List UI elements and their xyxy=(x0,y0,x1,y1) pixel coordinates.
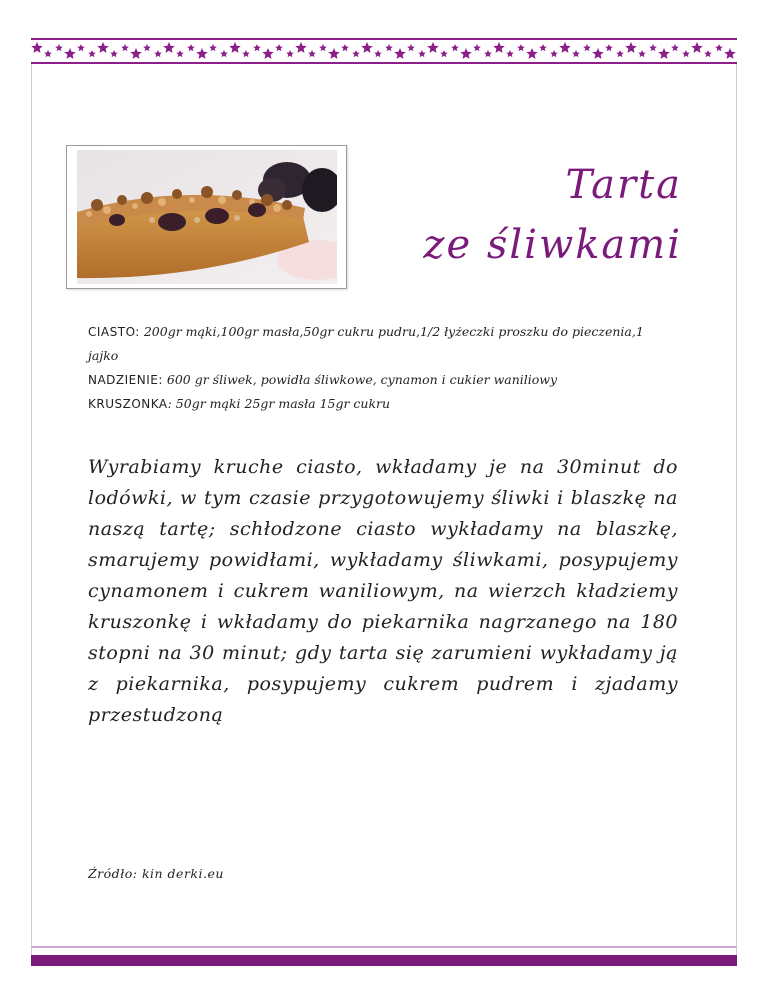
star-icon xyxy=(616,50,624,57)
tart-image xyxy=(77,150,337,284)
star-icon xyxy=(341,44,349,51)
ingredient-nadzienie xyxy=(88,368,663,392)
star-icon xyxy=(176,50,184,57)
star-icon xyxy=(592,48,603,59)
star-icon xyxy=(220,50,228,57)
star-icon xyxy=(328,48,339,59)
star-icon xyxy=(31,42,42,53)
recipe-title-line-1: Tarta xyxy=(565,162,682,208)
star-icon xyxy=(308,50,316,57)
bottom-border-bar xyxy=(31,955,737,966)
star-icon xyxy=(253,44,261,51)
star-icon xyxy=(407,44,415,51)
ingredient-text-ciasto: 200gr mąki,100gr masła,50gr cukru pudru,1/2 łyżeczki proszku do pieczenia,1 jajko xyxy=(88,324,644,363)
star-icon xyxy=(374,50,382,57)
ingredient-label-nadzienie: NADZIENIE: xyxy=(88,373,163,387)
star-icon xyxy=(715,44,723,51)
star-icon xyxy=(418,50,426,57)
star-icon xyxy=(130,48,141,59)
star-icon xyxy=(724,48,735,59)
star-icon xyxy=(394,48,405,59)
star-icon xyxy=(440,50,448,57)
star-icon xyxy=(671,44,679,51)
star-icon xyxy=(262,48,273,59)
star-icon xyxy=(605,44,613,51)
star-icon xyxy=(154,50,162,57)
ingredients-section xyxy=(88,320,663,416)
star-icon xyxy=(682,50,690,57)
star-icon xyxy=(187,44,195,51)
star-icon xyxy=(625,42,636,53)
star-icon xyxy=(275,44,283,51)
star-icon xyxy=(44,50,52,57)
star-icon xyxy=(97,42,108,53)
star-icon xyxy=(143,44,151,51)
instructions-paragraph: Wyrabiamy kruche ciasto, wkładamy je na 30minut do lodówki, w tym czasie przygotowujemy śliwki i blaszkę na naszą tartę; schłodzone ciasto wykładamy na blaszkę, smarujemy powidłami, wykładamy śliwkami, posypujemy cynamonem i cukrem waniliowym, na wierzch kładziemy kruszonkę i wkładamy do piekarnika nagrzanego na 180 stopni na 30 minut; gdy tarta się zarumieni wykładamy ją z piekarnika, posypujemy cukrem pudrem i zjadamy przestudzoną xyxy=(88,456,678,726)
ingredient-text-nadzienie: 600 gr śliwek, powidła śliwkowe, cynamon i cukier waniliowy xyxy=(162,372,558,387)
star-icon xyxy=(649,44,657,51)
bottom-divider-line xyxy=(31,946,737,948)
star-icon xyxy=(196,48,207,59)
star-icon xyxy=(658,48,669,59)
ingredient-ciasto xyxy=(88,320,663,368)
star-icon xyxy=(517,44,525,51)
star-icon xyxy=(361,42,372,53)
ingredient-label-kruszonka: KRUSZONKA xyxy=(88,397,168,411)
star-icon xyxy=(484,50,492,57)
star-icon xyxy=(539,44,547,51)
star-icon xyxy=(121,44,129,51)
star-icon xyxy=(691,42,702,53)
star-icon xyxy=(77,44,85,51)
star-icon xyxy=(572,50,580,57)
star-icon xyxy=(385,44,393,51)
star-icon xyxy=(473,44,481,51)
recipe-title-line-2: ze śliwkami xyxy=(423,222,682,268)
star-icon xyxy=(493,42,504,53)
ingredient-label-ciasto: CIASTO: xyxy=(88,325,140,339)
ingredient-text-kruszonka: : 50gr mąki 25gr masła 15gr cukru xyxy=(167,396,391,411)
star-icon xyxy=(352,50,360,57)
star-icon xyxy=(209,44,217,51)
tart-photo xyxy=(66,145,347,289)
star-icon xyxy=(526,48,537,59)
star-icon xyxy=(506,50,514,57)
star-icon xyxy=(451,44,459,51)
star-icon xyxy=(88,50,96,57)
ingredient-kruszonka xyxy=(88,392,663,416)
star-icon xyxy=(286,50,294,57)
star-icon xyxy=(110,50,118,57)
star-icon xyxy=(229,42,240,53)
source-credit: Źródło: kin derki.eu xyxy=(88,866,224,881)
star-icon xyxy=(427,42,438,53)
star-icon xyxy=(163,42,174,53)
star-icon xyxy=(64,48,75,59)
star-icon xyxy=(550,50,558,57)
star-icon xyxy=(583,44,591,51)
star-border-decoration xyxy=(31,38,737,64)
star-icon xyxy=(559,42,570,53)
star-icon xyxy=(242,50,250,57)
star-icon xyxy=(638,50,646,57)
star-icon xyxy=(319,44,327,51)
star-icon xyxy=(55,44,63,51)
star-icon xyxy=(295,42,306,53)
star-icon xyxy=(460,48,471,59)
star-icon xyxy=(704,50,712,57)
